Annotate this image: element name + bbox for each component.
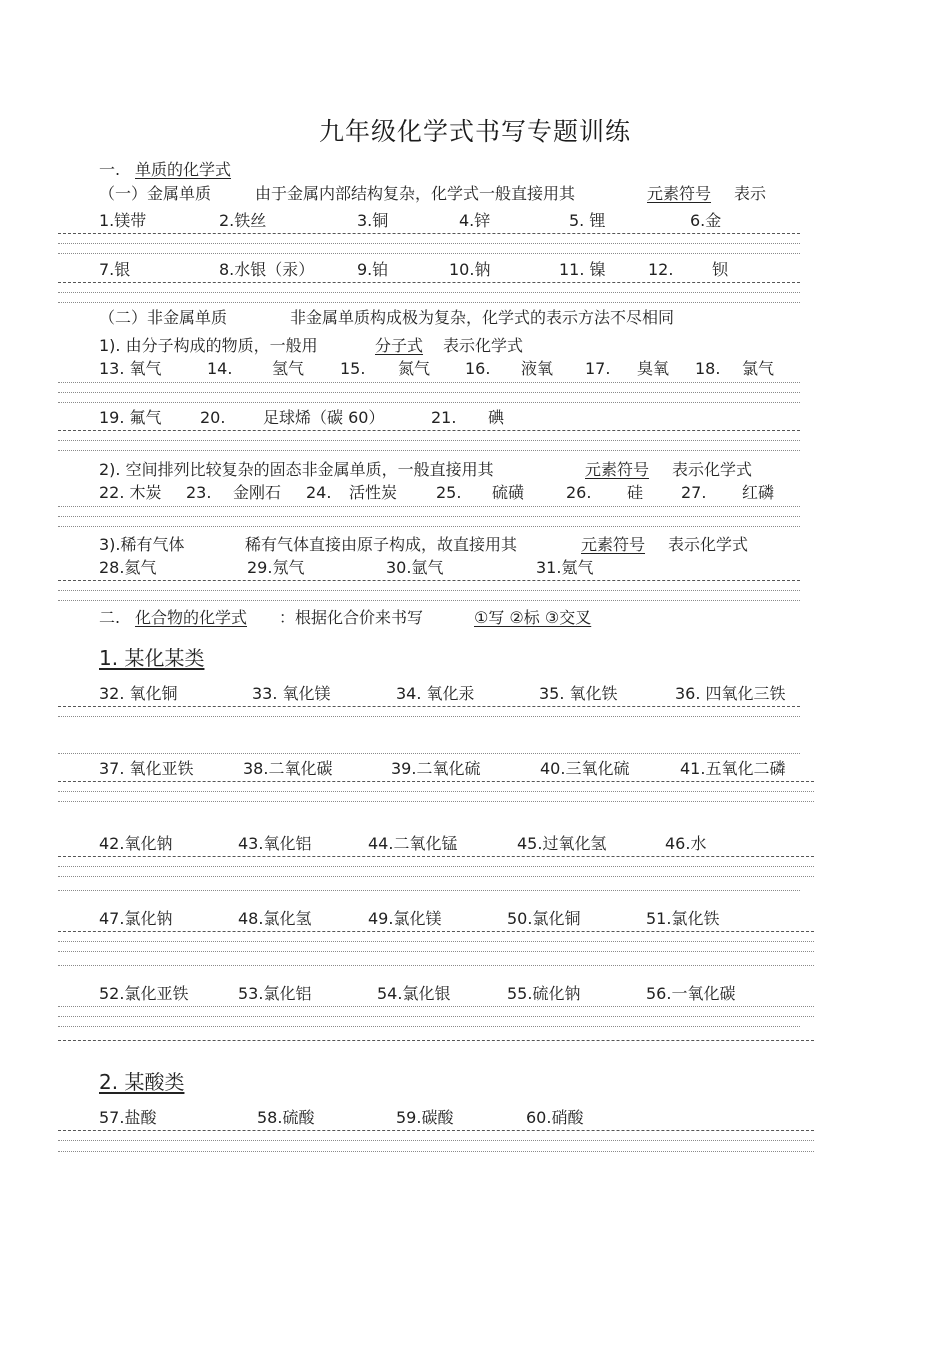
answer-line [58,931,814,932]
list-item: 49.氯化镁 [368,909,442,928]
list-item: 8.水银（汞） [219,260,315,279]
list-item: 红磷 [742,483,775,502]
list-item: 34. 氧化汞 [396,684,475,703]
nonmetal-desc: 非金属单质构成极为复杂，化学式的表示方法不尽相同 [290,308,675,327]
answer-line [58,402,800,403]
answer-line [58,856,814,857]
section-2-number: 二. [99,608,121,627]
list-item: 3.铜 [357,211,389,230]
list-item: 40.三氧化硫 [540,759,630,778]
list-item: 54.氯化银 [377,984,451,1003]
answer-line [58,1151,814,1152]
page-title: 九年级化学式书写专题训练 [318,117,631,146]
answer-line [58,506,800,507]
list-item: 9.铂 [357,260,389,279]
list-item: 52.氯化亚铁 [99,984,189,1003]
answer-line [58,580,800,581]
answer-line [58,1040,814,1041]
list-item: 10.钠 [449,260,491,279]
list-item: 41.五氧化二磷 [680,759,786,778]
list-item: 55.硫化钠 [507,984,581,1003]
section-1-title: 单质的化学式 [135,160,232,179]
list-item: 37. 氧化亚铁 [99,759,194,778]
answer-line [58,876,814,877]
list-item: 60.硝酸 [526,1108,584,1127]
list-item: 硅 [627,483,644,502]
list-item: 51.氯化铁 [646,909,720,928]
molecule-lead: 1). 由分子构成的物质，一般用 [99,336,318,355]
section-2-title: 化合物的化学式 [135,608,248,627]
list-item: 30.氩气 [386,558,444,577]
list-item: 6.金 [690,211,722,230]
list-item: 28.氦气 [99,558,157,577]
list-item: 7.银 [99,260,131,279]
section-2-steps: ①写 ②标 ③交叉 [474,608,592,627]
list-item: 59.碳酸 [396,1108,454,1127]
list-item: 2.铁丝 [219,211,267,230]
list-item: 25. [436,483,462,502]
list-item: 钡 [712,260,729,279]
list-item: 36. 四氧化三铁 [675,684,786,703]
noble-blank: 元素符号 [581,535,646,554]
list-item: 5. 锂 [569,211,606,230]
metal-tail: 表示 [734,184,767,203]
subsection-1-title: 1. 某化某类 [99,646,205,670]
list-item: 氯气 [742,359,775,378]
answer-line [58,450,800,451]
answer-line [58,866,814,867]
list-item: 金刚石 [233,483,282,502]
answer-line [58,801,814,802]
list-item: 50.氯化铜 [507,909,581,928]
list-item: 29.氖气 [247,558,305,577]
list-item: 臭氧 [637,359,670,378]
list-item: 碘 [488,408,505,427]
answer-line [58,716,800,717]
list-item: 32. 氧化铜 [99,684,178,703]
list-item: 53.氯化铝 [238,984,312,1003]
list-item: 26. [566,483,592,502]
noble-tail: 表示化学式 [668,535,749,554]
list-item: 21. [431,408,457,427]
list-item: 31.氪气 [536,558,594,577]
list-item: 20. [200,408,226,427]
answer-line [58,1016,814,1017]
answer-line [58,302,800,303]
list-item: 38.二氧化碳 [243,759,333,778]
list-item: 氢气 [272,359,305,378]
metal-desc: 由于金属内部结构复杂，化学式一般直接用其 [255,184,576,203]
list-item: 47.氯化钠 [99,909,173,928]
list-item: 1.镁带 [99,211,147,230]
answer-line [58,791,814,792]
section-1-number: 一. [99,160,121,179]
list-item: 16. [465,359,491,378]
answer-line [58,706,800,707]
answer-line [58,951,814,952]
subsection-2-title: 2. 某酸类 [99,1070,185,1094]
list-item: 24. [306,483,332,502]
list-item: 氮气 [398,359,431,378]
answer-line [58,440,800,441]
list-item: 17. [585,359,611,378]
list-item: 18. [695,359,721,378]
answer-line [58,243,800,244]
list-item: 12. [648,260,674,279]
solid-tail: 表示化学式 [672,460,753,479]
answer-line [58,382,800,383]
solid-blank: 元素符号 [585,460,650,479]
answer-line [58,590,800,591]
list-item: 57.盐酸 [99,1108,157,1127]
answer-line [58,430,800,431]
answer-line [58,292,800,293]
answer-line [58,516,800,517]
answer-line [58,753,800,754]
list-item: 42.氧化钠 [99,834,173,853]
list-item: 19. 氟气 [99,408,162,427]
list-item: 硫磺 [492,483,525,502]
answer-line [58,1006,814,1007]
answer-line [58,392,800,393]
list-item: 23. [186,483,212,502]
metal-label: （一）金属单质 [99,184,212,203]
answer-line [58,941,814,942]
list-item: 13. 氧气 [99,359,162,378]
answer-line [58,526,800,527]
list-item: 4.锌 [459,211,491,230]
list-item: 27. [681,483,707,502]
list-item: 足球烯（碳 60） [263,408,385,427]
answer-line [58,1026,800,1027]
answer-line [58,600,800,601]
section-2-desc: ：根据化合价来书写 [279,608,424,627]
list-item: 44.二氧化锰 [368,834,458,853]
list-item: 活性炭 [349,483,398,502]
list-item: 56.一氧化碳 [646,984,736,1003]
list-item: 39.二氧化硫 [391,759,481,778]
answer-line [58,253,800,254]
list-item: 35. 氧化铁 [539,684,618,703]
list-item: 43.氧化铝 [238,834,312,853]
list-item: 33. 氧化镁 [252,684,331,703]
molecule-blank: 分子式 [375,336,424,355]
answer-line [58,233,800,234]
list-item: 11. 镍 [559,260,606,279]
noble-label: 3).稀有气体 [99,535,185,554]
nonmetal-label: （二）非金属单质 [99,308,228,327]
list-item: 48.氯化氢 [238,909,312,928]
list-item: 46.水 [665,834,707,853]
answer-line [58,1130,814,1131]
list-item: 45.过氧化氢 [517,834,607,853]
answer-line [58,890,800,891]
answer-line [58,965,814,966]
molecule-tail: 表示化学式 [443,336,524,355]
list-item: 22. 木炭 [99,483,162,502]
answer-line [58,282,800,283]
noble-desc: 稀有气体直接由原子构成，故直接用其 [245,535,518,554]
solid-lead: 2). 空间排列比较复杂的固态非金属单质，一般直接用其 [99,460,494,479]
answer-line [58,1140,814,1141]
list-item: 58.硫酸 [257,1108,315,1127]
metal-blank: 元素符号 [647,184,712,203]
answer-line [58,781,814,782]
list-item: 14. [207,359,233,378]
list-item: 液氧 [521,359,554,378]
list-item: 15. [340,359,366,378]
